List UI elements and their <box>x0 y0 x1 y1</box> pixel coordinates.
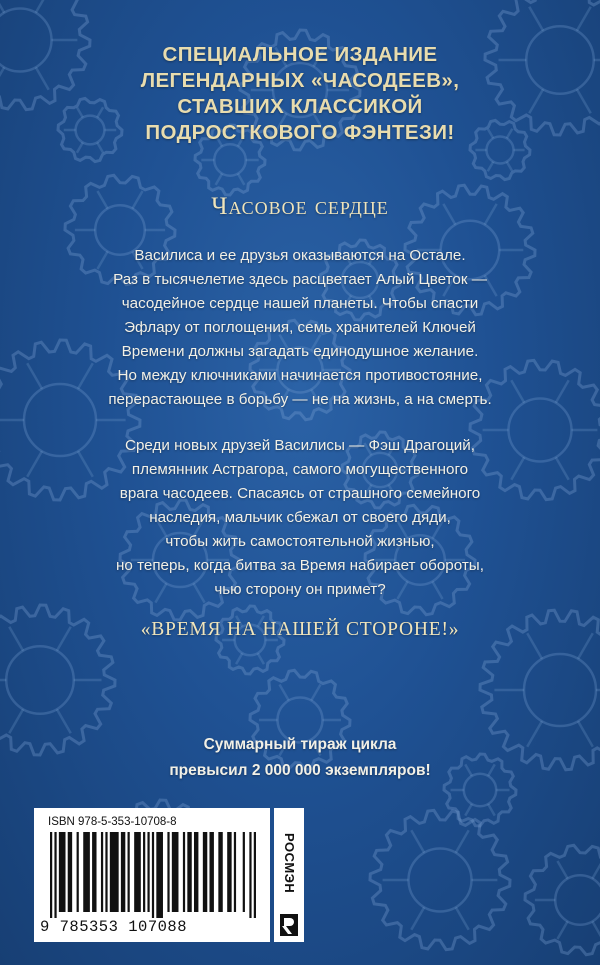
description-line: Василиса и ее друзья оказываются на Остале. <box>134 247 466 264</box>
barcode-bar <box>203 832 207 912</box>
barcode-bar <box>183 832 185 912</box>
gear-spoke <box>529 7 543 31</box>
barcode-bar <box>83 832 90 912</box>
gear-spoke <box>258 653 264 664</box>
gear-spoke <box>280 684 289 700</box>
barcode-bar <box>218 832 222 912</box>
gear-spoke <box>9 709 23 733</box>
description-line: часодейное сердце нашей планеты. Чтобы спасти <box>121 295 479 312</box>
publisher-panel <box>274 808 304 942</box>
barcode-bar <box>92 832 96 912</box>
description-paragraph-2 <box>0 434 600 602</box>
gear-spoke <box>57 709 71 733</box>
gear-hub <box>409 849 472 912</box>
book-title: Часовое сердце <box>211 193 389 220</box>
description-paragraph-1 <box>0 244 600 412</box>
gear-spoke <box>465 804 472 816</box>
gear-spoke <box>411 830 424 852</box>
barcode-bar <box>110 832 119 912</box>
barcode-bar <box>128 832 130 912</box>
barcode-bar <box>172 832 179 912</box>
gear-spoke <box>36 0 49 13</box>
isbn-label: ISBN 978-5-353-10708-8 <box>48 816 177 828</box>
description-line: Эфлару от поглощения, семь хранителей Ключей <box>124 319 476 336</box>
description-line: Раз в тысячелетие здесь расцветает Алый Цветок — <box>113 271 487 288</box>
gear-hub <box>6 646 74 714</box>
gear-spoke <box>488 804 495 816</box>
motto-quote: «ВРЕМЯ НА НАШЕЙ СТОРОНЕ!» <box>140 619 460 640</box>
description-line: наследия, мальчик сбежал от своего дяди, <box>149 509 451 526</box>
barcode-bar <box>121 832 125 912</box>
barcode-bar <box>187 832 191 912</box>
barcode-bar <box>243 832 245 912</box>
barcode-bar <box>167 832 169 912</box>
gear-hub <box>214 144 246 176</box>
publisher-name: РОСМЭН <box>282 832 297 894</box>
description-line: Среди новых друзей Василисы — Фэш Драгоций, <box>125 437 475 454</box>
description-line: перерастающее в борьбу — не на жизнь, а на смерть. <box>108 391 492 408</box>
barcode-bar <box>134 832 141 912</box>
gear-spoke <box>411 907 424 929</box>
headline-line: СТАВШИХ КЛАССИКОЙ <box>177 95 423 118</box>
gear-spoke <box>0 0 4 13</box>
gear-spoke <box>592 861 600 879</box>
gear-spoke <box>456 830 469 852</box>
circulation-note <box>0 732 600 784</box>
barcode-bar <box>234 832 236 912</box>
description-line: Но между ключниками начинается противостояние, <box>117 367 483 384</box>
barcode-bar <box>209 832 213 912</box>
gear-spoke <box>557 921 567 939</box>
barcode-bar <box>105 832 107 912</box>
gear-spoke <box>488 162 494 172</box>
barcode-bar <box>254 832 256 918</box>
barcode-panel <box>34 808 270 942</box>
rosmen-logo-icon <box>280 914 298 936</box>
headline-line: ПОДРОСТКОВОГО ФЭНТЕЗИ! <box>145 121 455 144</box>
gear-spoke <box>557 861 567 879</box>
barcode-bar <box>50 832 52 918</box>
barcode-bar <box>54 832 56 918</box>
barcode-bar <box>156 832 163 918</box>
circulation-line: Суммарный тираж цикла <box>203 736 397 753</box>
description-line: племянник Астрагора, самого могущественного <box>131 461 469 478</box>
description-line: чтобы жить самостоятельной жизнью, <box>165 533 435 550</box>
description-line: но теперь, когда битва за Время набирает обороты, <box>116 557 484 574</box>
barcode-bar <box>194 832 198 912</box>
barcode-bar <box>147 832 149 912</box>
barcode-bar <box>101 832 103 912</box>
barcode-bar <box>77 832 79 912</box>
gear-spoke <box>507 162 513 172</box>
circulation-line: превысил 2 000 000 экземпляров! <box>169 762 431 779</box>
barcode-bar <box>143 832 145 912</box>
description-line: врага часодеев. Спасаясь от страшного семейного <box>119 485 481 502</box>
gear-spoke <box>592 921 600 939</box>
gear-hub <box>555 875 600 925</box>
barcode-bar <box>227 832 231 912</box>
barcode-bar <box>249 832 251 918</box>
gear-spoke <box>236 653 242 664</box>
barcode-bar <box>59 832 66 912</box>
edition-headline <box>0 42 600 146</box>
barcode-icon <box>50 832 256 918</box>
headline-line: СПЕЦИАЛЬНОЕ ИЗДАНИЕ <box>162 43 438 66</box>
barcode-bar <box>152 832 154 918</box>
gear-spoke <box>456 907 469 929</box>
barcode-bar <box>68 832 72 912</box>
gear-spoke <box>238 174 244 185</box>
gear-spoke <box>311 684 320 700</box>
description-line: чью сторону он примет? <box>214 581 386 598</box>
gear-hub <box>524 654 596 726</box>
headline-line: ЛЕГЕНДАРНЫХ «ЧАСОДЕЕВ», <box>140 69 460 92</box>
ean-digits: 9 785353 107088 <box>40 918 188 936</box>
description-line: Времени должны загадать единодушное желание. <box>121 343 479 360</box>
gear-spoke <box>216 174 222 185</box>
gear-spoke <box>577 7 591 31</box>
